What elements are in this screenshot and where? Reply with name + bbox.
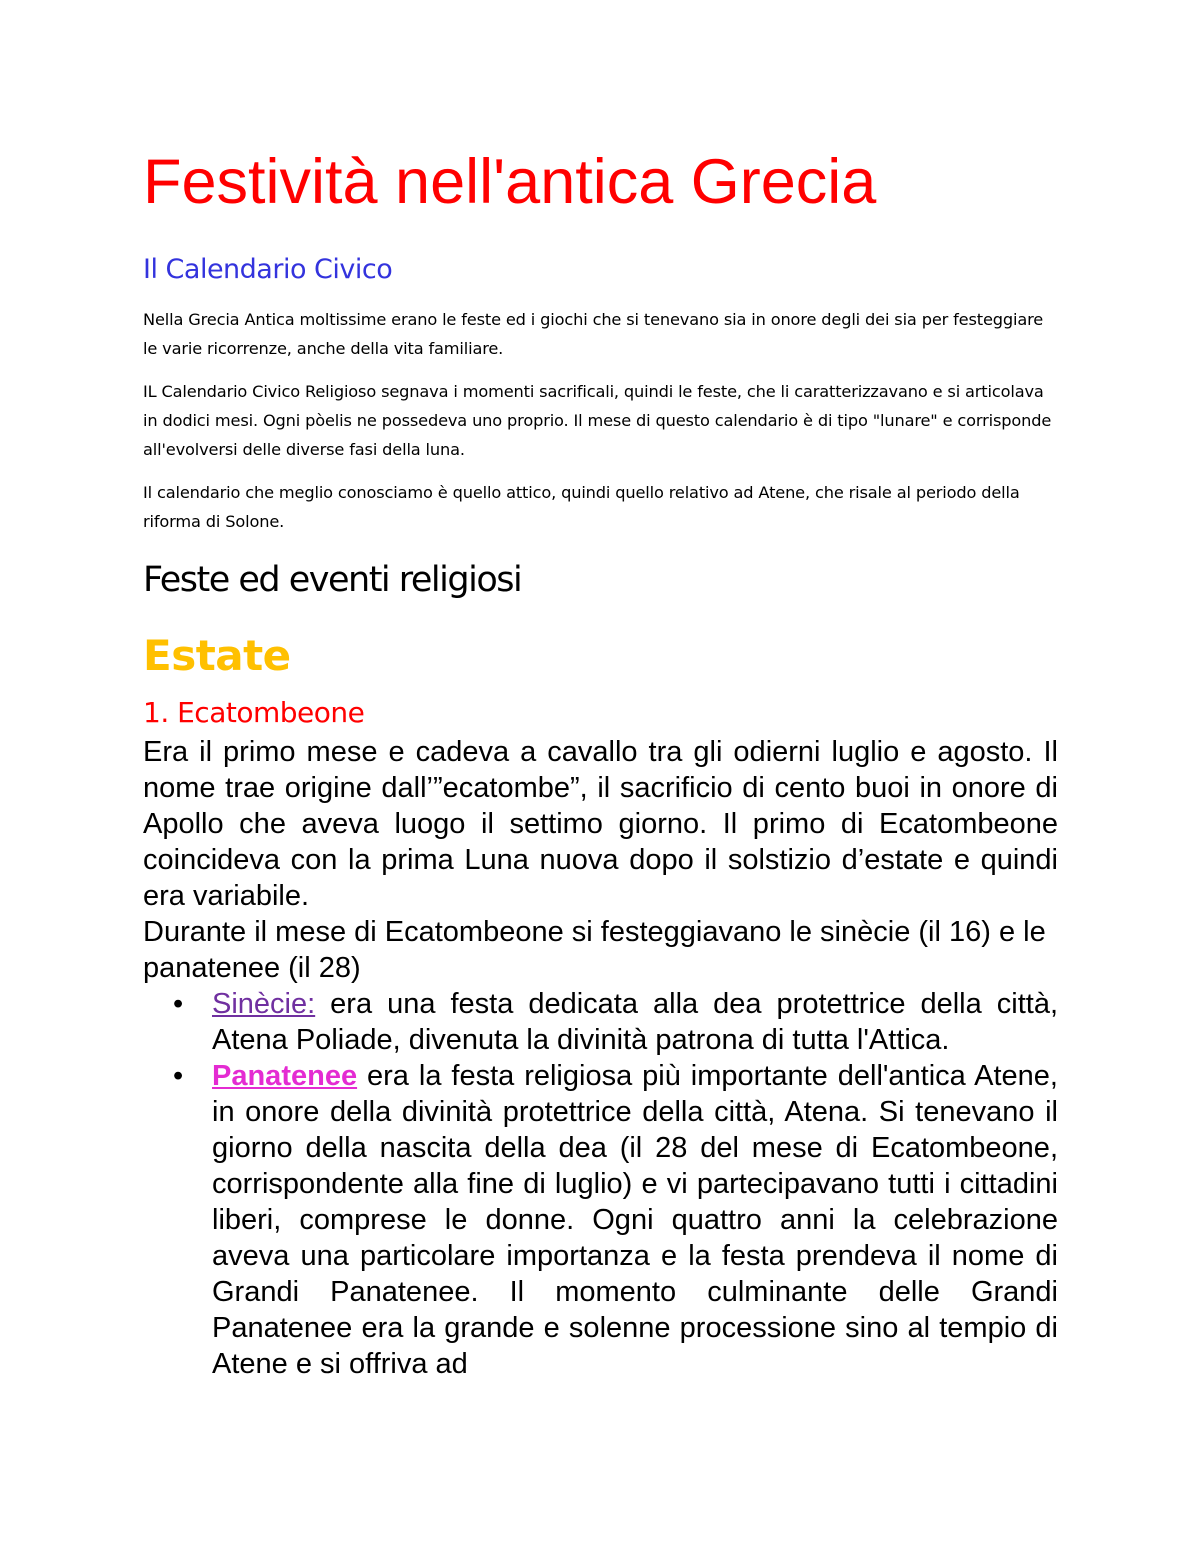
paragraph-intro: Nella Grecia Antica moltissime erano le feste ed i giochi che si tenevano sia in onore degli dei sia per festeggiare le varie ricorrenze, anche della vita familiare.: [143, 310, 1044, 358]
term-description: era una festa dedicata alla dea protettrice della città, Atena Poliade, divenuta la divinità patrona di tutta l'Attica.: [212, 988, 1058, 1056]
season-heading: Estate: [143, 631, 291, 680]
list-item: [143, 986, 1058, 1058]
document-title: Festività nell'antica Grecia: [143, 147, 877, 217]
section-heading: Feste ed eventi religiosi: [143, 560, 522, 600]
paragraph-calendario: IL Calendario Civico Religioso segnava i momenti sacrificali, quindi le feste, che li caratterizzavano e si articolava in dodici mesi. Ogni pòelis ne possedeva uno proprio. Il mese di questo calendario è di tipo "lunare" e corrisponde all'evolversi delle diverse fasi della luna.: [143, 382, 1052, 459]
list-item: [143, 1058, 1058, 1382]
month-description: Era il primo mese e cadeva a cavallo tra gli odierni luglio e agosto. Il nome trae origine dall’”ecatombe”, il sacrificio di cento buoi in onore di Apollo che aveva luogo il settimo giorno. Il primo di Ecatombeone coincideva con la prima Luna nuova dopo il solstizio d’estate e quindi era variabile.: [143, 736, 1058, 912]
subtitle-calendario-civico: Il Calendario Civico: [143, 254, 393, 285]
term-description: era la festa religiosa più importante dell'antica Atene, in onore della divinità protettrice della città, Atena. Si tenevano il giorno della nascita della dea (il 28 del mese di Ecatombeone, corrispondente alla fine di luglio) e vi partecipavano tutti i cittadini liberi, comprese le donne. Ogni quattro anni la celebrazione aveva una particolare importanza e la festa prendeva il nome di Grandi Panatenee. Il momento culminante delle Grandi Panatenee era la grande e solenne processione sino al tempio di Atene e si offriva ad: [212, 1060, 1058, 1380]
month-festivals: Durante il mese di Ecatombeone si festeggiavano le sinècie (il 16) e le panatenee (il 28): [143, 916, 1046, 984]
month-heading: 1. Ecatombeone: [143, 696, 365, 729]
bullet-marker: •: [173, 988, 184, 1020]
bullet-marker: •: [173, 1060, 184, 1092]
term-panatenee: Panatenee: [212, 1060, 358, 1092]
term-sinecie: Sinècie:: [212, 988, 316, 1020]
festival-list: [143, 986, 1058, 1382]
paragraph-attico: Il calendario che meglio conosciamo è quello attico, quindi quello relativo ad Atene, che risale al periodo della riforma di Solone.: [143, 483, 1020, 531]
